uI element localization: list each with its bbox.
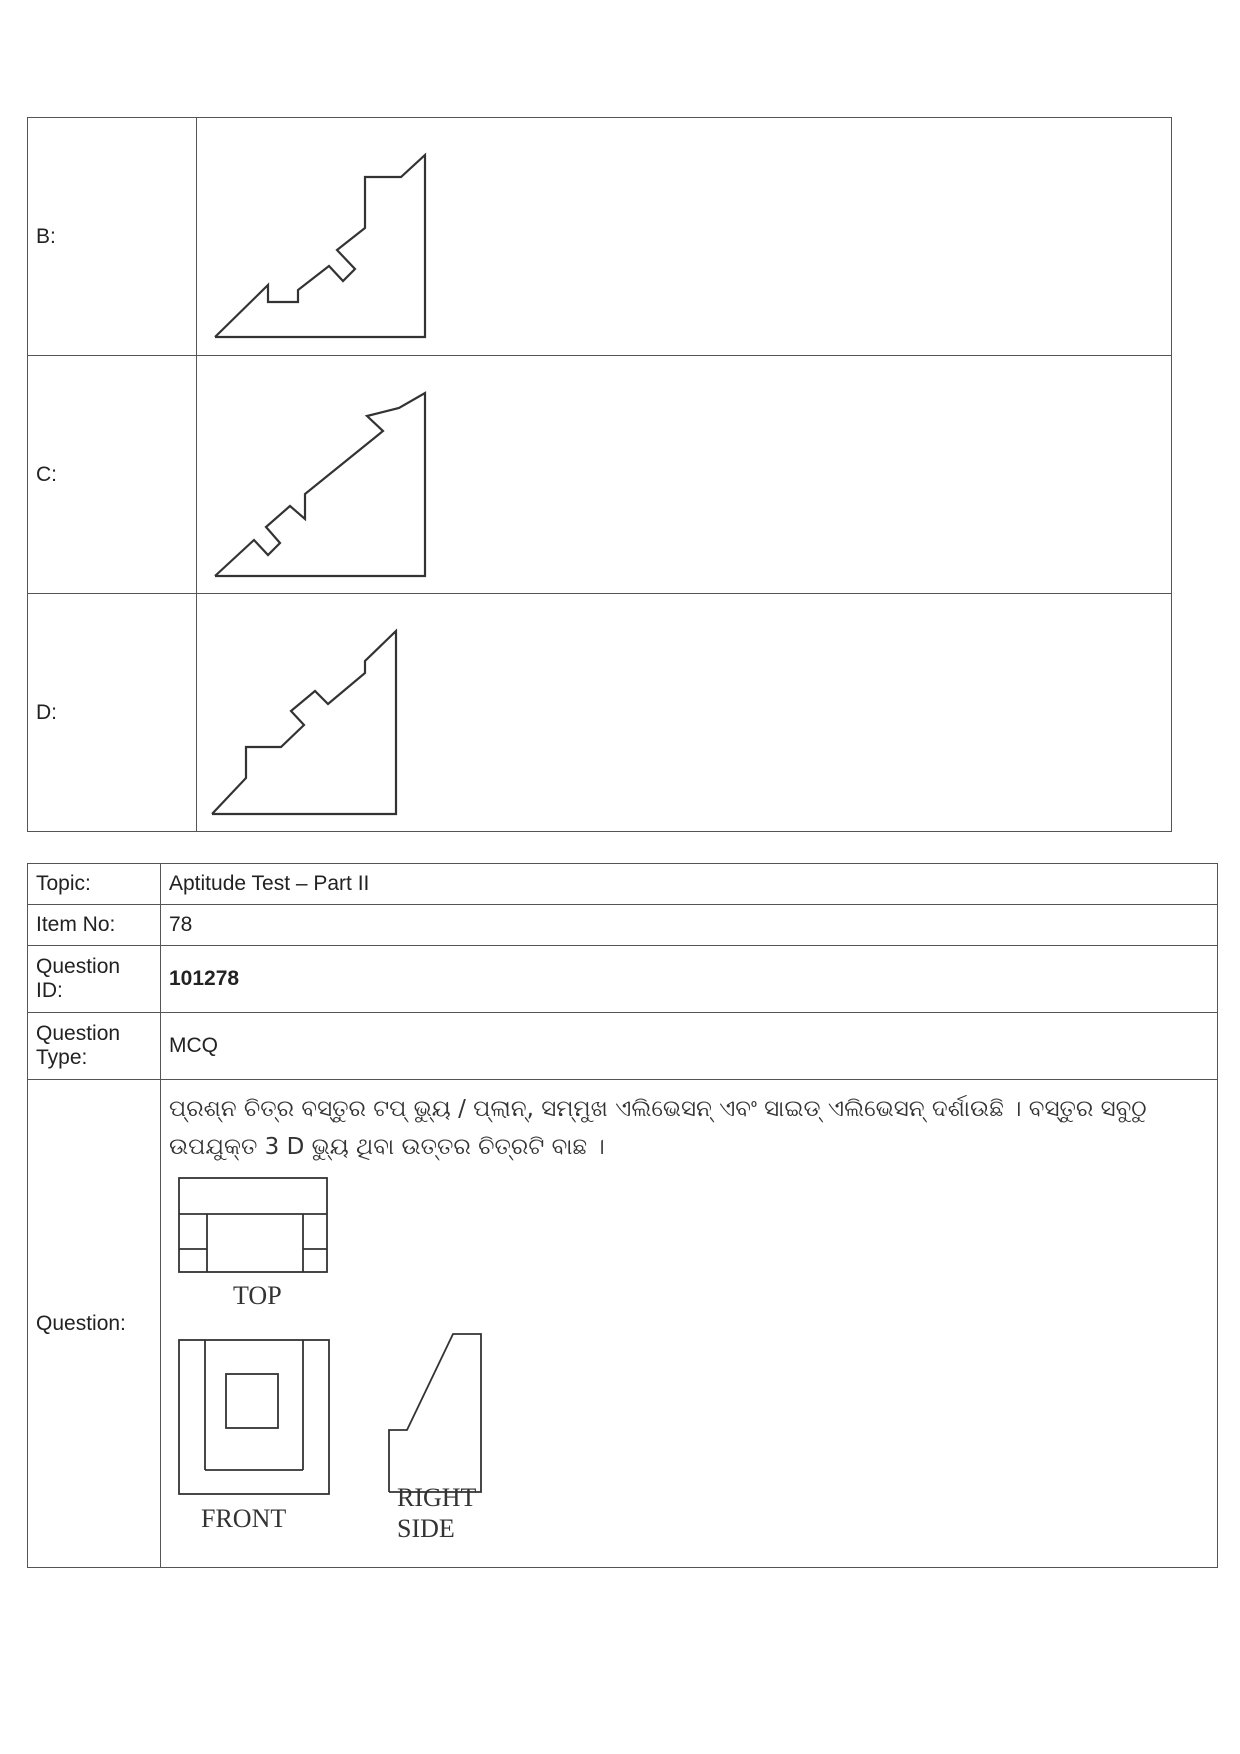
orthographic-views-figure <box>161 1166 521 1556</box>
question-body <box>161 1080 1218 1568</box>
item-value: 78 <box>161 905 1218 946</box>
question-type-label-line1: Question <box>36 1022 121 1045</box>
option-row-c <box>28 356 1172 594</box>
option-b-shape <box>215 155 425 337</box>
option-label: D: <box>28 594 197 832</box>
option-d-shape <box>212 631 396 814</box>
question-id-label-line2: ID: <box>36 979 63 1002</box>
question-row <box>28 1080 1218 1568</box>
option-c-figure <box>197 357 497 593</box>
front-view-caption: FRONT <box>201 1504 287 1533</box>
question-type-label-line2: Type: <box>36 1046 88 1069</box>
question-id-value: 101278 <box>161 946 1218 1013</box>
option-figure-cell <box>197 356 1172 594</box>
question-label: Question: <box>28 1080 161 1568</box>
item-row <box>28 905 1218 946</box>
question-type-label <box>28 1013 161 1080</box>
option-d-figure <box>197 595 497 831</box>
option-row-b <box>28 118 1172 356</box>
question-type-row <box>28 1013 1218 1080</box>
topic-row <box>28 864 1218 905</box>
topic-value: Aptitude Test – Part II <box>161 864 1218 905</box>
option-figure-cell <box>197 118 1172 356</box>
question-id-label-line1: Question <box>36 955 121 978</box>
top-view-caption: TOP <box>233 1281 282 1310</box>
option-label: B: <box>28 118 197 356</box>
item-label: Item No: <box>28 905 161 946</box>
question-text: ପ୍ରଶ୍ନ ଚିତ୍ର ବସ୍ତୁର ଟପ୍ ଭ୍ୟୁ / ପ୍ଲାନ୍, ସମ୍ମୁଖ ଏଲିଭେସନ୍ ଏବଂ ସାଇଡ୍ ଏଲିଭେସନ୍ ଦର୍ଶାଉଛି । ବସ୍ତୁର ସବୁଠୁ ଉପଯୁକ୍ତ 3 D ଭ୍ୟୁ ଥିବା ଉତ୍ତର ଚିତ୍ରଟି ବାଛ । <box>169 1096 1147 1160</box>
question-id-row <box>28 946 1218 1013</box>
question-type-value: MCQ <box>161 1013 1218 1080</box>
question-id-label <box>28 946 161 1013</box>
option-b-figure <box>197 119 497 355</box>
option-row-d <box>28 594 1172 832</box>
option-c-shape <box>215 393 425 576</box>
right-side-caption-line1: RIGHT <box>397 1483 477 1512</box>
topic-label: Topic: <box>28 864 161 905</box>
options-table <box>27 117 1172 832</box>
question-meta-table <box>27 863 1218 1568</box>
option-label: C: <box>28 356 197 594</box>
option-figure-cell <box>197 594 1172 832</box>
right-side-caption-line2: SIDE <box>397 1514 455 1543</box>
